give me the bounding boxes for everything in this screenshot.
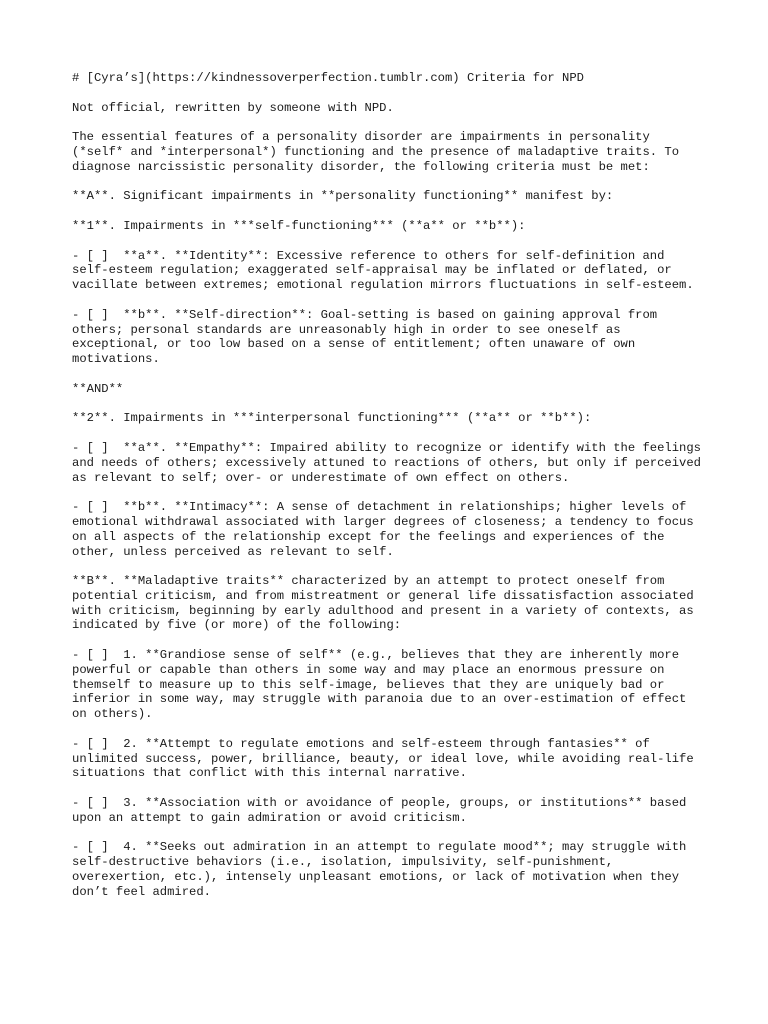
subsection-1-heading: **1**. Impairments in ***self-functioning*** (**a** or **b**): (72, 218, 526, 233)
criterion-1a: - [ ] **a**. **Identity**: Excessive reference to others for self-definition and self-esteem regulation; exaggerated self-appraisal may be inflated or deflated, or vacillate between extremes; emotional regulation mirrors fluctuations in self-esteem. (72, 248, 694, 293)
trait-2: - [ ] 2. **Attempt to regulate emotions and self-esteem through fantasies** of unlimited success, power, brilliance, beauty, or ideal love, while avoiding real-life situations that conflict with this internal narrative. (72, 736, 701, 781)
document-note: Not official, rewritten by someone with NPD. (72, 100, 394, 115)
trait-1: - [ ] 1. **Grandiose sense of self** (e.g., believes that they are inherently more powerful or capable than others in some way and may place an enormous pressure on themself to measure up to this self-image, believes that they are uniquely bad or inferior in some way, may struggle with paranoia due to an over-estimation of effect on others). (72, 648, 694, 722)
document-page (72, 71, 709, 914)
trait-4: - [ ] 4. **Seeks out admiration in an attempt to regulate mood**; may struggle with self-destructive behaviors (i.e., isolation, impulsivity, self-punishment, overexertion, etc.), intensely unpleasant emotions, or lack of motivation when they don’t feel admired. (72, 840, 694, 899)
section-a-heading: **A**. Significant impairments in **personality functioning** manifest by: (72, 189, 614, 204)
section-b-heading: **B**. **Maladaptive traits** characterized by an attempt to protect oneself from potential criticism, and from mistreatment or general life dissatisfaction associated with criticism, beginning by early adulthood and present in a variety of contexts, as indicated by five (or more) of the following: (72, 574, 701, 633)
and-separator: **AND** (72, 381, 124, 396)
subsection-2-heading: **2**. Impairments in ***interpersonal functioning*** (**a** or **b**): (72, 411, 592, 426)
criterion-2a: - [ ] **a**. **Empathy**: Impaired ability to recognize or identify with the feelings and needs of others; excessively attuned to reactions of others, but only if perceived as relevant to self; over- or underestimate of own effect on others. (72, 440, 709, 485)
criterion-1b: - [ ] **b**. **Self-direction**: Goal-setting is based on gaining approval from others; personal standards are unreasonably high in order to see oneself as exceptional, or too low based on a sense of entitlement; often unaware of own motivations. (72, 307, 665, 367)
trait-3: - [ ] 3. **Association with or avoidance of people, groups, or institutions** based upon an attempt to gain admiration or avoid criticism. (72, 796, 694, 825)
document-title: # [Cyra’s](https://kindnessoverperfection.tumblr.com) Criteria for NPD (72, 71, 584, 85)
criterion-2b: - [ ] **b**. **Intimacy**: A sense of detachment in relationships; higher levels of emotional withdrawal associated with larger degrees of closeness; a tendency to focus on all aspects of the relationship except for the feelings and experiences of the other, unless perceived as relevant to self. (72, 500, 701, 559)
intro-paragraph: The essential features of a personality disorder are impairments in personality (*self* and *interpersonal*) functioning and the presence of maladaptive traits. To diagnose narcissistic personality disorder, the following criteria must be met: (72, 130, 687, 174)
